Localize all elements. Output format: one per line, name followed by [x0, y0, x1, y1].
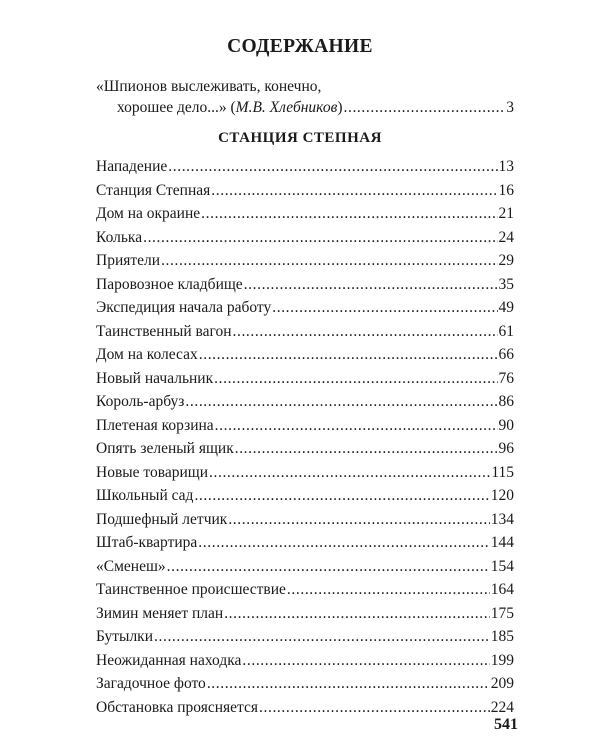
toc-entry [96, 205, 514, 229]
intro-entry [96, 76, 514, 118]
toc-entry-page: 209 [490, 675, 514, 692]
toc-entry-page: 35 [498, 275, 514, 293]
toc-entry [96, 699, 514, 723]
dot-leader [185, 393, 497, 411]
toc-entry [96, 252, 514, 276]
toc-entry-title: Зимин меняет план [96, 604, 224, 622]
toc-entry [96, 534, 514, 558]
toc-entry-title: Опять зеленый ящик [96, 440, 234, 457]
dot-leader [207, 675, 490, 693]
toc-entry-page: 66 [498, 346, 514, 363]
toc-entry-page: 16 [498, 181, 514, 199]
toc-entry-title: Новый начальник [96, 369, 214, 387]
toc-entry-title: Загадочное фото [96, 675, 206, 692]
page-title: СОДЕРЖАНИЕ [227, 36, 373, 57]
page-number: 541 [494, 716, 518, 733]
dot-leader [201, 205, 497, 223]
toc-entry-page: 29 [498, 252, 514, 269]
toc-entry [96, 323, 514, 347]
intro-entry-line2 [96, 97, 514, 118]
toc-entry-title: Экспедиция начала работу [96, 299, 272, 316]
toc-entry [96, 440, 514, 464]
section-title: СТАНЦИЯ СТЕПНАЯ [218, 130, 382, 146]
toc-entry-title: Станция Степная [96, 181, 211, 199]
toc-entry-title: Новые товарищи [96, 463, 209, 481]
toc-entry-page: 175 [490, 604, 514, 622]
toc-entry [96, 158, 514, 182]
dot-leader [272, 299, 497, 317]
dot-leader [198, 534, 489, 552]
toc-entry-title: Дом на окраине [96, 205, 201, 222]
intro-entry-page: 3 [506, 99, 514, 116]
toc-entry [96, 346, 514, 370]
intro-entry-text: хорошее дело...» ( [117, 99, 236, 116]
toc-entry-title: Школьный сад [96, 487, 194, 504]
intro-entry-author: М.В. Хлебников [235, 99, 338, 116]
toc-entry-title: Таинственное происшествие [96, 581, 286, 598]
toc-entry-title: Дом на колесах [96, 346, 198, 363]
toc-entry [96, 393, 514, 417]
toc-entry-page: 76 [498, 369, 514, 387]
toc-entry-title: Штаб-квартира [96, 534, 198, 551]
toc-entry-page: 120 [490, 487, 514, 504]
dot-leader [194, 487, 489, 505]
toc-entry [96, 182, 514, 206]
dot-leader [143, 229, 497, 247]
dot-leader [199, 346, 498, 364]
toc-entry-title: Нападение [96, 158, 168, 175]
toc-entry-title: Бутылки [96, 628, 154, 645]
intro-entry-line1: «Шпионов выслеживать, конечно, [96, 78, 322, 95]
toc-entry-page: 86 [498, 393, 514, 410]
toc-entry-page: 90 [498, 416, 514, 434]
toc-entry-page: 96 [498, 440, 514, 457]
toc-entry-title: Неожиданная находка [96, 651, 242, 669]
toc-entry-page: 199 [490, 651, 514, 669]
toc-entry-page: 154 [490, 557, 514, 575]
toc-entry-page: 13 [498, 158, 514, 175]
dot-leader [167, 558, 490, 576]
toc-list [96, 158, 514, 722]
toc-entry-title: Плетеная корзина [96, 416, 214, 434]
toc-entry-page: 185 [490, 628, 514, 645]
toc-entry [96, 605, 514, 629]
toc-entry-page: 21 [498, 205, 514, 222]
toc-entry [96, 370, 514, 394]
dot-leader [154, 628, 490, 646]
dot-leader [214, 370, 497, 388]
toc-entry-title: Колька [96, 228, 143, 246]
dot-leader [161, 252, 497, 270]
dot-leader [168, 158, 497, 176]
toc-entry-title: Приятели [96, 252, 161, 269]
toc-entry [96, 464, 514, 488]
toc-entry [96, 675, 514, 699]
dot-leader [233, 323, 498, 341]
dot-leader [209, 464, 490, 482]
toc-entry [96, 229, 514, 253]
toc-entry [96, 299, 514, 323]
dot-leader [215, 417, 498, 435]
toc-entry [96, 581, 514, 605]
dot-leader [242, 652, 489, 670]
toc-entry [96, 652, 514, 676]
dot-leader [259, 699, 490, 717]
toc-entry-page: 144 [490, 534, 514, 551]
toc-entry-title: Король-арбуз [96, 393, 185, 410]
dot-leader [344, 97, 506, 118]
toc-entry-page: 134 [490, 510, 514, 528]
dot-leader [228, 511, 489, 529]
toc-entry-page: 164 [490, 581, 514, 598]
toc-entry [96, 487, 514, 511]
dot-leader [211, 182, 497, 200]
toc-entry-title: «Сменеш» [96, 557, 166, 575]
toc-entry [96, 276, 514, 300]
toc-entry [96, 417, 514, 441]
toc-entry [96, 558, 514, 582]
toc-entry-title: Таинственный вагон [96, 322, 232, 340]
toc-entry-page: 224 [490, 698, 514, 716]
toc-entry-title: Паровозное кладбище [96, 275, 243, 293]
toc-entry-page: 61 [498, 322, 514, 340]
toc-entry-page: 115 [491, 463, 514, 481]
dot-leader [287, 581, 490, 599]
dot-leader [224, 605, 490, 623]
dot-leader [244, 276, 498, 294]
toc-entry-page: 24 [498, 228, 514, 246]
dot-leader [235, 440, 498, 458]
toc-entry-page: 49 [498, 299, 514, 316]
toc-entry [96, 628, 514, 652]
intro-entry-paren: ) [337, 99, 343, 116]
toc-entry-title: Подшефный летчик [96, 510, 228, 528]
toc-entry [96, 511, 514, 535]
toc-entry-title: Обстановка проясняется [96, 698, 259, 716]
